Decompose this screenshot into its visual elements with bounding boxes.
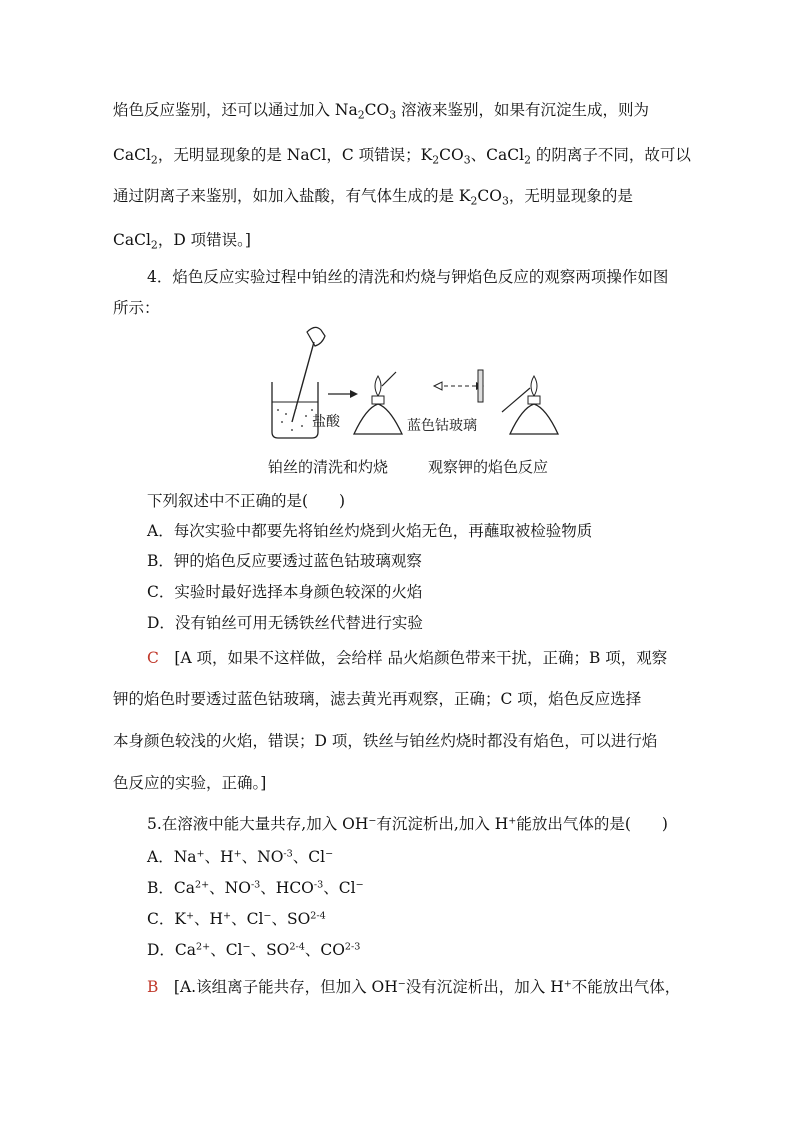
option: D．没有铂丝可用无锈铁丝代替进行实验 [147,614,423,632]
figure-caption-right: 观察钾的焰色反应 [428,458,549,476]
answer-line: C [A 项，如果不这样做，会给样 品火焰颜色带来干扰，正确；B 项，观察 [147,649,668,667]
label-acid: 盐酸 [312,414,340,430]
option: D．$Ca^{2+}$、Cl−、SO$^{2-4}$、CO$^{2-3}$ [147,941,361,959]
answer-line: B [A.该组离子能共存，但加入 OH−没有沉淀析出，加入 H+不能放出气体， [147,978,681,996]
text-line: CaCl$_2$，无明显现象的是 NaCl，C 项错误；$K_2CO_3$、CaCl$_2$ 的阴离子不同，故可以 [113,146,691,167]
option: C．实验时最好选择本身颜色较深的火焰 [147,583,423,601]
text-line: 焰色反应鉴别，还可以通过加入 $Na_2CO_3$ 溶液来鉴别，如果有沉淀生成，则为 [113,101,650,122]
text-line: 色反应的实验，正确。] [113,774,267,792]
text-line: CaCl$_2$，D 项错误。] [113,231,251,252]
question-stem: 所示： [113,299,160,317]
question-stem: 4．焰色反应实验过程中铂丝的清洗和灼烧与钾焰色反应的观察两项操作如图 [147,268,669,286]
question-stem: 5.在溶液中能大量共存,加入 OH−有沉淀析出,加入 H+能放出气体的是( ) [147,815,668,833]
label-cobalt-glass: 蓝色钴玻璃 [407,418,477,434]
answer-letter: B [147,978,159,996]
option: A．Na+、H+、$NO^{-3}$、Cl− [147,848,334,866]
option: C．K+、H+、Cl−、SO$^{2-4}$ [147,910,326,928]
option: A．每次实验中都要先将铂丝灼烧到火焰无色，再蘸取被检验物质 [147,522,593,540]
option: B．$Ca^{2+}$、$NO^{-3}$、$HCO^{-3}$、Cl− [147,879,364,897]
text-line: 钾的焰色时要透过蓝色钴玻璃，滤去黄光再观察，正确；C 项，焰色反应选择 [113,690,642,708]
text-line: 通过阴离子来鉴别，如加入盐酸，有气体生成的是 $K_2CO_3$，无明显现象的是 [113,187,633,208]
answer-letter: C [147,649,159,667]
figure-caption-left: 铂丝的清洗和灼烧 [268,458,389,476]
experiment-figure [262,322,562,462]
question-prompt: 下列叙述中不正确的是( ) [147,492,346,510]
text-line: 本身颜色较浅的火焰，错误；D 项，铁丝与铂丝灼烧时都没有焰色，可以进行焰 [113,732,658,750]
option: B．钾的焰色反应要透过蓝色钴玻璃观察 [147,552,422,570]
